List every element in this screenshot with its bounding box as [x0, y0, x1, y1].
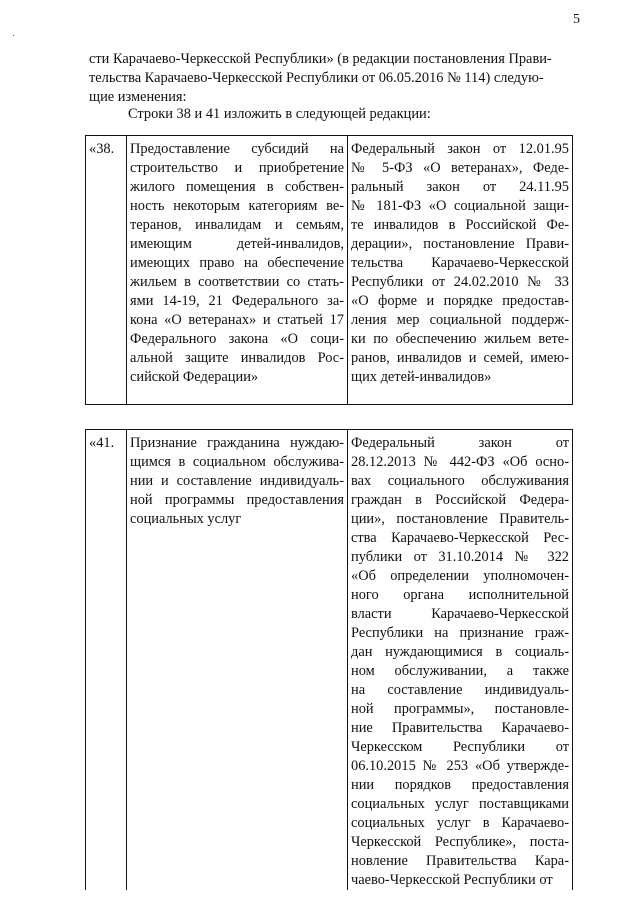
- cell-text-line: «Об определении уполномочен-: [351, 568, 569, 584]
- table-row-41: [85, 429, 573, 890]
- cell-text-line: тельства Карачаево-Черкесской: [351, 255, 569, 271]
- cell-text-line: строительство и приобретение: [130, 160, 344, 176]
- intro-line: тельства Карачаево-Черкесской Республики от 06.05.2016 № 114) следую-: [89, 70, 544, 86]
- cell-text-line: Черкесском Республики от: [351, 739, 569, 755]
- cell-text-line: власти Карачаево-Черкесской: [351, 606, 569, 622]
- cell-text-line: новление Правительства Кара-: [351, 853, 569, 869]
- cell-text-line: ном обслуживании, а также: [351, 663, 569, 679]
- cell-text-line: ления мер социальной поддерж-: [351, 312, 569, 328]
- cell-text-line: нии порядков предоставления: [351, 777, 569, 793]
- table-row-38: [85, 135, 573, 405]
- page-number: 5: [573, 12, 580, 27]
- instruction-line: Строки 38 и 41 изложить в следующей редакции:: [128, 106, 431, 122]
- cell-text-line: ки по обеспечению жильем вете-: [351, 331, 569, 347]
- cell-text-line: теранов, инвалидам и семьям,: [130, 217, 344, 233]
- cell-text-line: Федеральный закон от 12.01.95: [351, 141, 569, 157]
- cell-text-line: социальных услуг: [130, 511, 242, 527]
- cell-text-line: ральный закон от 24.11.95: [351, 179, 569, 195]
- cell-text-line: кона «О ветеранах» и статьей 17: [130, 312, 344, 328]
- row-number: «41.: [86, 430, 127, 891]
- cell-text-line: чаево-Черкесской Республики от: [351, 872, 553, 888]
- cell-text-line: ние Правительства Карачаево-: [351, 720, 569, 736]
- cell-text-line: сийской Федерации»: [130, 369, 259, 385]
- stray-mark: ˙: [12, 34, 16, 45]
- cell-text-line: социальных услуг поставщиками: [351, 796, 569, 812]
- cell-text-line: ранов, инвалидов и семей, имею-: [351, 350, 569, 366]
- cell-text-line: Федеральный закон от: [351, 435, 569, 451]
- cell-text-line: ями 14-19, 21 Федерального за-: [130, 293, 344, 309]
- cell-text-line: Черкесской Республике», поста-: [351, 834, 569, 850]
- cell-text-line: щих детей-инвалидов»: [351, 369, 492, 385]
- cell-text-line: № 181-ФЗ «О социальной защи-: [351, 198, 569, 214]
- cell-text-line: нии и составление индивидуаль-: [130, 473, 344, 489]
- cell-text-line: 28.12.2013 № 442-ФЗ «Об осно-: [351, 454, 569, 470]
- cell-text-line: дан нуждающимися в социаль-: [351, 644, 569, 660]
- cell-text-line: социальных услуг в Карачаево-: [351, 815, 569, 831]
- cell-text-line: жильем в соответствии со стать-: [130, 274, 344, 290]
- cell-text-line: ной программы предоставления: [130, 492, 344, 508]
- cell-text-line: на составление индивидуаль-: [351, 682, 569, 698]
- intro-line: сти Карачаево-Черкесской Республики» (в редакции постановления Прави-: [89, 51, 552, 67]
- cell-text-line: Признание гражданина нуждаю-: [130, 435, 344, 451]
- cell-text-line: «О форме и порядке предостав-: [351, 293, 569, 309]
- cell-text-line: Федерального закона «О соци-: [130, 331, 344, 347]
- legal-basis-cell: [348, 430, 573, 891]
- cell-text-line: Республики от 24.02.2010 № 33: [351, 274, 569, 290]
- cell-text-line: ного органа исполнительной: [351, 587, 569, 603]
- cell-text-line: дерации», постановление Прави-: [351, 236, 569, 252]
- cell-text-line: вах социального обслуживания: [351, 473, 569, 489]
- cell-text-line: № 5-ФЗ «О ветеранах», Феде-: [351, 160, 569, 176]
- cell-text-line: ной программы», постановле-: [351, 701, 569, 717]
- cell-text-line: Предоставление субсидий на: [130, 141, 344, 157]
- cell-text-line: щимся в социальном обслужива-: [130, 454, 344, 470]
- row-number: «38.: [86, 136, 127, 405]
- cell-text-line: те инвалидов в Российской Фе-: [351, 217, 569, 233]
- cell-text-line: ства Карачаево-Черкесской Рес-: [351, 530, 569, 546]
- cell-text-line: граждан в Российской Федера-: [351, 492, 569, 508]
- cell-text-line: ции», постановление Правитель-: [351, 511, 569, 527]
- intro-line: щие изменения:: [89, 89, 187, 105]
- cell-text-line: жилого помещения в собствен-: [130, 179, 344, 195]
- cell-text-line: имеющим детей-инвалидов,: [130, 236, 344, 252]
- service-name-cell: [127, 136, 348, 405]
- cell-text-line: ность некоторым категориям ве-: [130, 198, 344, 214]
- intro-paragraph: [89, 50, 589, 107]
- service-name-cell: [127, 430, 348, 891]
- legal-basis-cell: [348, 136, 573, 405]
- cell-text-line: публики от 31.10.2014 № 322: [351, 549, 569, 565]
- cell-text-line: 06.10.2015 № 253 «Об утвержде-: [351, 758, 569, 774]
- cell-text-line: имеющих право на обеспечение: [130, 255, 344, 271]
- cell-text-line: Республики на признание граж-: [351, 625, 569, 641]
- cell-text-line: альной защите инвалидов Рос-: [130, 350, 344, 366]
